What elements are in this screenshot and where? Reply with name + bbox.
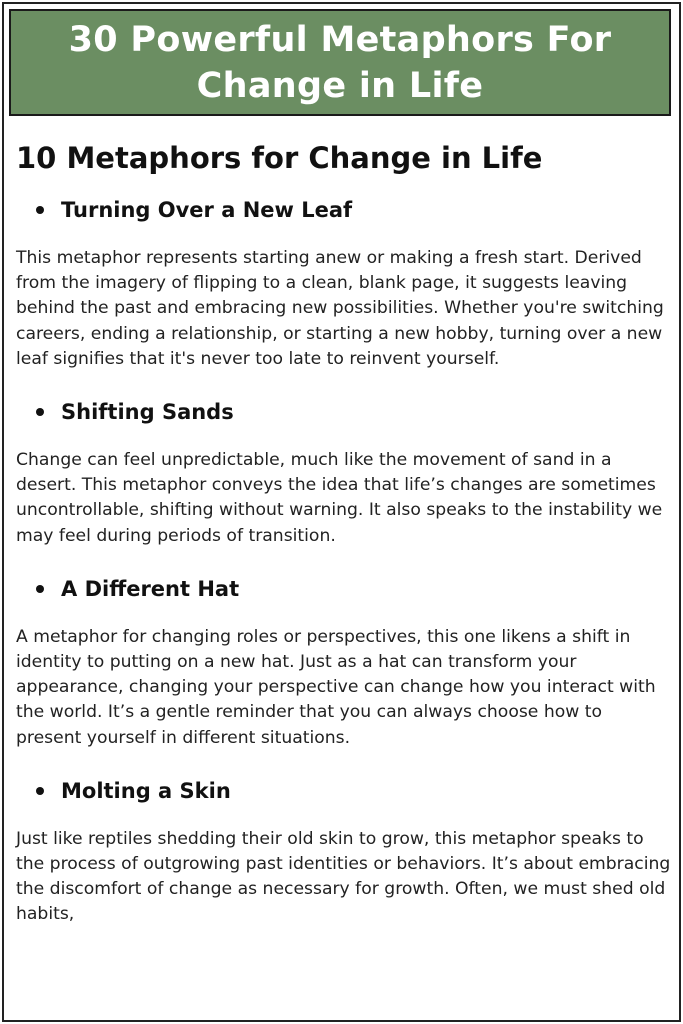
section-heading: 10 Metaphors for Change in Life [16,141,543,175]
item-title: A Different Hat [61,576,240,601]
item-heading [36,775,671,807]
item-title: Turning Over a New Leaf [61,198,353,222]
banner-title: 30 Powerful Metaphors For Change in Life [68,20,612,106]
list-item [16,775,671,928]
item-body: This metaphor represents starting anew or making a fresh start. Derived from the imagery of flipping to a clean, blank page, it suggests leaving behind the past and embracing new possibilities. Whether you're switching careers, ending a relationship, or starting a new hobby, turning over a new leaf signifies that it's never too late to reinvent yourself. [16,248,664,369]
bullet-icon [36,787,44,795]
list-item [16,194,671,372]
item-body: Just like reptiles shedding their old skin to grow, this metaphor speaks to the process of outgrowing past identities or behaviors. It’s about embracing the discomfort of change as necessary for growth. Often, we must shed old habits, [16,828,671,925]
item-body: A metaphor for changing roles or perspectives, this one likens a shift in identity to putting on a new hat. Just as a hat can transform your appearance, changing your perspective can change how you interact with the world. It’s a gentle reminder that you can always choose how to present yourself in different situations. [16,626,656,748]
list-item [16,573,671,751]
item-heading [36,194,671,226]
bullet-icon [36,408,44,416]
item-body: Change can feel unpredictable, much like the movement of sand in a desert. This metaphor conveys the idea that life’s changes are sometimes uncontrollable, shifting without warning. It also speaks to the instability we may feel during periods of transition. [16,450,663,546]
item-title: Shifting Sands [61,400,234,425]
bullet-icon [36,585,44,593]
item-title: Molting a Skin [61,778,231,803]
item-heading [36,396,671,428]
title-banner [9,9,671,116]
item-heading [36,573,671,605]
bullet-icon [36,206,44,214]
list-item [16,396,671,549]
article-content [16,138,671,952]
page-frame [2,2,681,1022]
